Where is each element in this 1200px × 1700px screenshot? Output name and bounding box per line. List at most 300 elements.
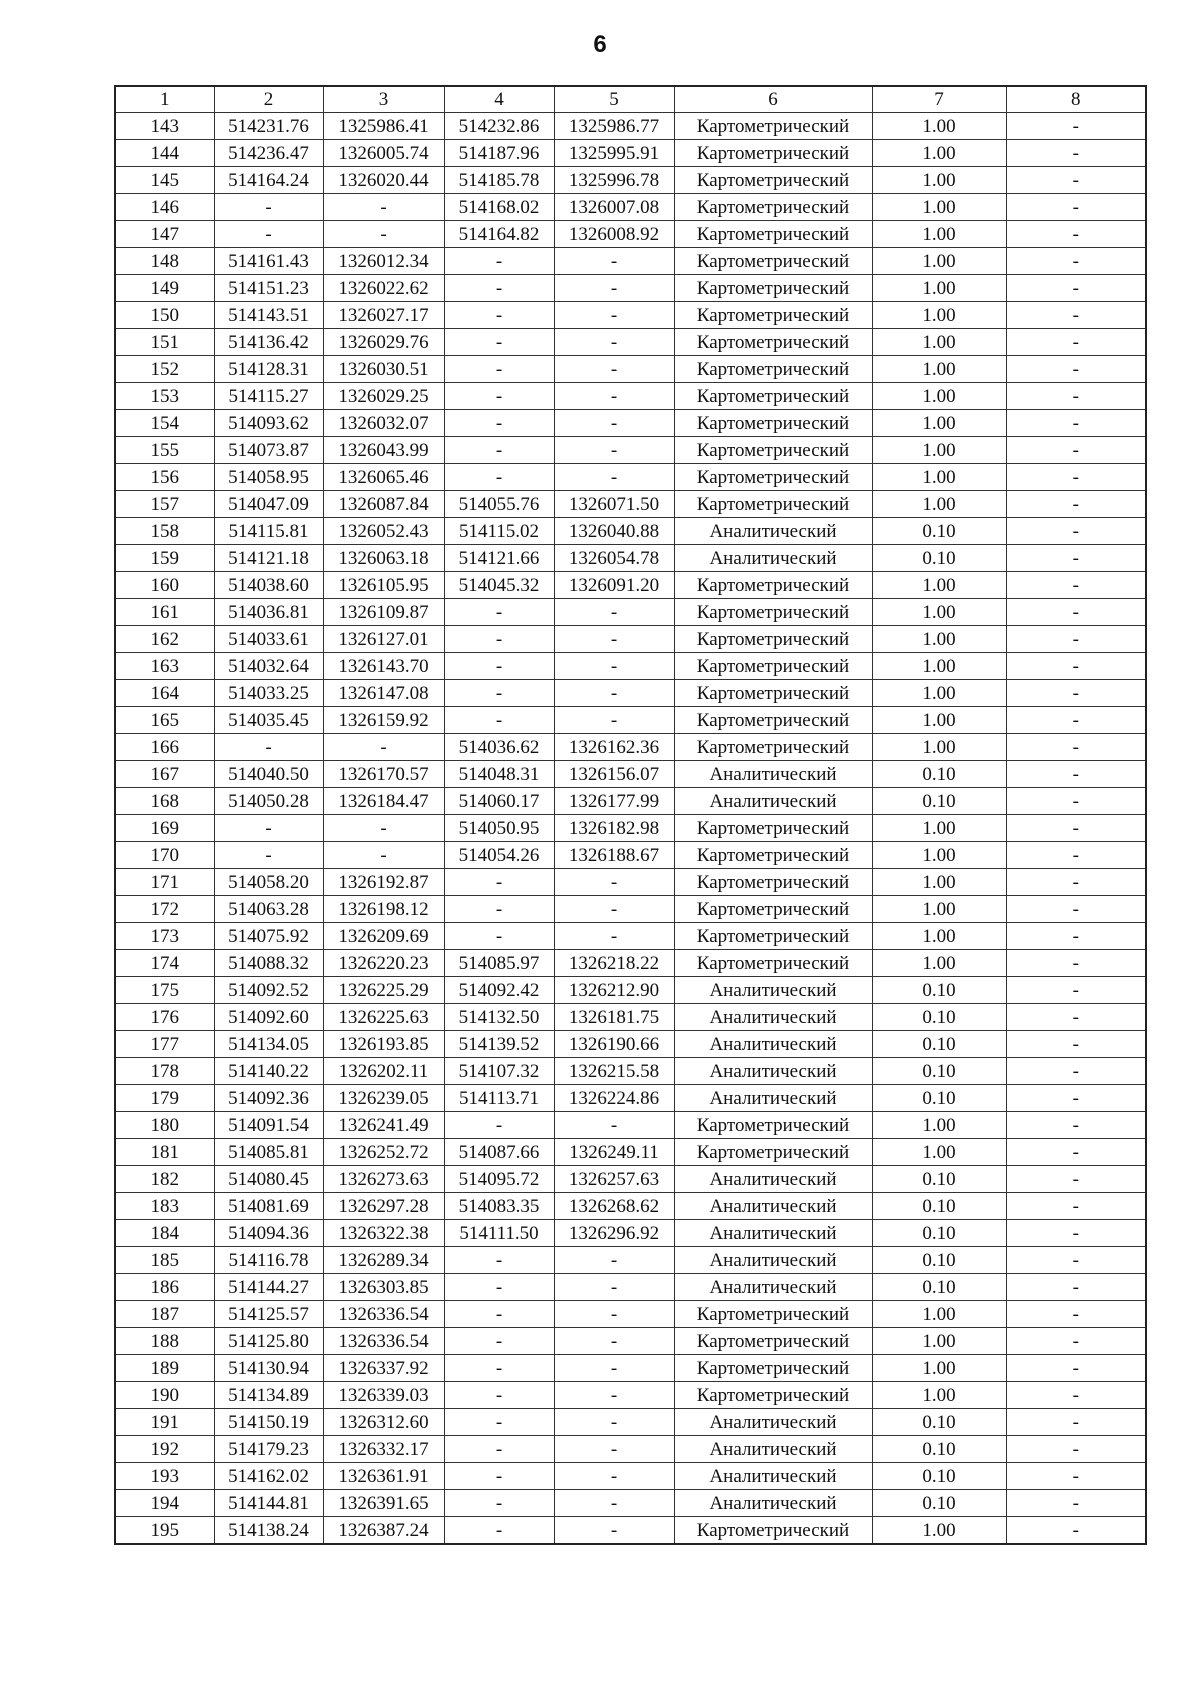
table-cell: Аналитический: [674, 1058, 872, 1085]
table-row: [115, 950, 1146, 977]
table-cell: 514033.61: [214, 626, 323, 653]
table-cell: -: [1006, 977, 1146, 1004]
table-row: [115, 653, 1146, 680]
table-row: [115, 1058, 1146, 1085]
table-cell: 1.00: [872, 869, 1006, 896]
column-header: 2: [214, 86, 323, 113]
table-cell: -: [444, 599, 554, 626]
table-cell: 179: [115, 1085, 214, 1112]
table-cell: 186: [115, 1274, 214, 1301]
table-cell: Картометрический: [674, 329, 872, 356]
table-cell: -: [1006, 707, 1146, 734]
table-cell: 514144.81: [214, 1490, 323, 1517]
table-cell: Картометрический: [674, 302, 872, 329]
table-cell: 147: [115, 221, 214, 248]
table-cell: Картометрический: [674, 410, 872, 437]
table-cell: Аналитический: [674, 1409, 872, 1436]
table-cell: -: [1006, 437, 1146, 464]
table-cell: 1.00: [872, 356, 1006, 383]
table-cell: 160: [115, 572, 214, 599]
table-cell: 1326109.87: [323, 599, 444, 626]
table-cell: Картометрический: [674, 734, 872, 761]
table-cell: 514092.36: [214, 1085, 323, 1112]
table-cell: 170: [115, 842, 214, 869]
table-row: [115, 437, 1146, 464]
table-cell: -: [1006, 1301, 1146, 1328]
table-cell: 1326105.95: [323, 572, 444, 599]
table-row: [115, 113, 1146, 140]
table-cell: -: [444, 1274, 554, 1301]
table-row: [115, 140, 1146, 167]
table-cell: 155: [115, 437, 214, 464]
table-cell: 1326020.44: [323, 167, 444, 194]
table-cell: Картометрический: [674, 1382, 872, 1409]
table-cell: 514161.43: [214, 248, 323, 275]
table-cell: 1326190.66: [554, 1031, 674, 1058]
table-cell: 1.00: [872, 1328, 1006, 1355]
table-cell: -: [1006, 734, 1146, 761]
table-cell: -: [1006, 464, 1146, 491]
table-cell: Аналитический: [674, 1085, 872, 1112]
table-cell: 0.10: [872, 1220, 1006, 1247]
table-cell: -: [1006, 1328, 1146, 1355]
table-cell: 514140.22: [214, 1058, 323, 1085]
table-cell: 1326252.72: [323, 1139, 444, 1166]
table-cell: 0.10: [872, 1166, 1006, 1193]
table-cell: 514121.66: [444, 545, 554, 572]
table-cell: 514134.05: [214, 1031, 323, 1058]
table-cell: 514036.81: [214, 599, 323, 626]
table-cell: 1326312.60: [323, 1409, 444, 1436]
table-cell: -: [554, 1328, 674, 1355]
table-cell: 174: [115, 950, 214, 977]
table-row: [115, 329, 1146, 356]
table-cell: Картометрический: [674, 842, 872, 869]
table-cell: 143: [115, 113, 214, 140]
table-cell: -: [1006, 815, 1146, 842]
table-row: [115, 302, 1146, 329]
table-row: [115, 842, 1146, 869]
table-cell: 514087.66: [444, 1139, 554, 1166]
table-cell: -: [1006, 302, 1146, 329]
table-cell: Картометрический: [674, 950, 872, 977]
table-cell: Картометрический: [674, 383, 872, 410]
table-cell: 152: [115, 356, 214, 383]
table-cell: -: [554, 653, 674, 680]
table-cell: -: [1006, 167, 1146, 194]
table-cell: 172: [115, 896, 214, 923]
table-cell: Аналитический: [674, 1220, 872, 1247]
table-cell: 173: [115, 923, 214, 950]
table-cell: -: [1006, 545, 1146, 572]
header-row: [115, 86, 1146, 113]
table-cell: 1326008.92: [554, 221, 674, 248]
table-cell: -: [1006, 113, 1146, 140]
table-cell: Аналитический: [674, 1166, 872, 1193]
table-cell: -: [444, 1301, 554, 1328]
table-cell: Картометрический: [674, 356, 872, 383]
table-cell: 514055.76: [444, 491, 554, 518]
table-cell: 1326007.08: [554, 194, 674, 221]
table-cell: -: [554, 302, 674, 329]
table-cell: 0.10: [872, 1490, 1006, 1517]
table-cell: 145: [115, 167, 214, 194]
table-cell: 514138.24: [214, 1517, 323, 1545]
table-cell: -: [554, 383, 674, 410]
table-row: [115, 896, 1146, 923]
table-cell: Картометрический: [674, 194, 872, 221]
table-cell: 1326225.29: [323, 977, 444, 1004]
table-cell: 1.00: [872, 167, 1006, 194]
table-cell: Картометрический: [674, 1301, 872, 1328]
table-cell: Аналитический: [674, 1463, 872, 1490]
table-cell: -: [1006, 221, 1146, 248]
table-row: [115, 410, 1146, 437]
table-cell: -: [554, 410, 674, 437]
table-cell: 190: [115, 1382, 214, 1409]
table-cell: -: [554, 599, 674, 626]
table-row: [115, 1328, 1146, 1355]
table-cell: 168: [115, 788, 214, 815]
table-cell: Картометрический: [674, 1355, 872, 1382]
table-cell: 176: [115, 1004, 214, 1031]
table-cell: 514054.26: [444, 842, 554, 869]
table-cell: 1325996.78: [554, 167, 674, 194]
table-row: [115, 923, 1146, 950]
table-cell: Картометрический: [674, 680, 872, 707]
table-cell: Картометрический: [674, 464, 872, 491]
table-cell: Картометрический: [674, 113, 872, 140]
table-cell: 514080.45: [214, 1166, 323, 1193]
table-cell: 0.10: [872, 761, 1006, 788]
table-row: [115, 761, 1146, 788]
table-cell: 1326202.11: [323, 1058, 444, 1085]
table-cell: Картометрический: [674, 896, 872, 923]
table-cell: 184: [115, 1220, 214, 1247]
table-row: [115, 1004, 1146, 1031]
table-cell: 514144.27: [214, 1274, 323, 1301]
table-cell: 1326241.49: [323, 1112, 444, 1139]
table-cell: 193: [115, 1463, 214, 1490]
table-cell: 514038.60: [214, 572, 323, 599]
table-cell: 514035.45: [214, 707, 323, 734]
column-header: 5: [554, 86, 674, 113]
table-cell: -: [444, 680, 554, 707]
table-cell: 189: [115, 1355, 214, 1382]
table-cell: -: [323, 815, 444, 842]
table-cell: 163: [115, 653, 214, 680]
table-cell: -: [1006, 248, 1146, 275]
table-cell: 180: [115, 1112, 214, 1139]
table-cell: 514040.50: [214, 761, 323, 788]
table-cell: -: [1006, 896, 1146, 923]
table-cell: 185: [115, 1247, 214, 1274]
table-cell: 514045.32: [444, 572, 554, 599]
table-header: [115, 86, 1146, 113]
table-row: [115, 545, 1146, 572]
table-cell: 1326188.67: [554, 842, 674, 869]
table-cell: -: [214, 815, 323, 842]
table-cell: 192: [115, 1436, 214, 1463]
table-cell: 0.10: [872, 1436, 1006, 1463]
table-cell: Аналитический: [674, 1247, 872, 1274]
table-cell: 514092.60: [214, 1004, 323, 1031]
table-cell: 1326022.62: [323, 275, 444, 302]
table-cell: -: [1006, 410, 1146, 437]
table-cell: -: [444, 896, 554, 923]
table-cell: 514150.19: [214, 1409, 323, 1436]
table-row: [115, 356, 1146, 383]
table-cell: -: [1006, 1058, 1146, 1085]
table-cell: 514048.31: [444, 761, 554, 788]
table-cell: -: [214, 194, 323, 221]
table-row: [115, 167, 1146, 194]
table-cell: 161: [115, 599, 214, 626]
page-number: 6: [593, 31, 607, 58]
table-cell: 514187.96: [444, 140, 554, 167]
table-cell: 162: [115, 626, 214, 653]
table-cell: -: [1006, 1274, 1146, 1301]
table-row: [115, 383, 1146, 410]
table-cell: -: [1006, 1193, 1146, 1220]
table-cell: -: [1006, 599, 1146, 626]
table-cell: 148: [115, 248, 214, 275]
table-cell: -: [444, 1409, 554, 1436]
table-cell: 1326162.36: [554, 734, 674, 761]
table-cell: -: [554, 1436, 674, 1463]
table-cell: 183: [115, 1193, 214, 1220]
table-cell: 1.00: [872, 896, 1006, 923]
table-row: [115, 1274, 1146, 1301]
table-cell: -: [554, 1490, 674, 1517]
table-row: [115, 194, 1146, 221]
table-cell: 1326029.76: [323, 329, 444, 356]
table-cell: -: [444, 923, 554, 950]
table-row: [115, 1463, 1146, 1490]
table-row: [115, 734, 1146, 761]
table-cell: 1.00: [872, 410, 1006, 437]
table-cell: -: [214, 842, 323, 869]
column-header: 1: [115, 86, 214, 113]
table-cell: 1326209.69: [323, 923, 444, 950]
table-cell: 514115.02: [444, 518, 554, 545]
table-cell: -: [444, 383, 554, 410]
table-row: [115, 1301, 1146, 1328]
table-cell: -: [554, 1463, 674, 1490]
table-cell: -: [554, 275, 674, 302]
table-cell: 0.10: [872, 1274, 1006, 1301]
table-cell: 1326029.25: [323, 383, 444, 410]
table-cell: 156: [115, 464, 214, 491]
table-row: [115, 977, 1146, 1004]
table-cell: Картометрический: [674, 572, 872, 599]
table-cell: 1.00: [872, 1112, 1006, 1139]
table-cell: 1326091.20: [554, 572, 674, 599]
table-cell: -: [444, 1328, 554, 1355]
table-cell: 514121.18: [214, 545, 323, 572]
table-cell: 1326184.47: [323, 788, 444, 815]
table-cell: 1325986.41: [323, 113, 444, 140]
table-cell: -: [1006, 626, 1146, 653]
table-cell: -: [554, 869, 674, 896]
table-cell: -: [1006, 1031, 1146, 1058]
table-cell: 1326218.22: [554, 950, 674, 977]
table-cell: 1.00: [872, 572, 1006, 599]
table-cell: -: [1006, 1517, 1146, 1545]
table-cell: 1326239.05: [323, 1085, 444, 1112]
table-cell: 514168.02: [444, 194, 554, 221]
table-cell: 514060.17: [444, 788, 554, 815]
table-cell: 187: [115, 1301, 214, 1328]
table-cell: -: [554, 464, 674, 491]
table-cell: Аналитический: [674, 1031, 872, 1058]
table-cell: -: [214, 221, 323, 248]
table-cell: 514236.47: [214, 140, 323, 167]
table-cell: 1.00: [872, 194, 1006, 221]
table-cell: -: [444, 302, 554, 329]
table-cell: 1.00: [872, 950, 1006, 977]
table-cell: 1326192.87: [323, 869, 444, 896]
table-cell: 1.00: [872, 1382, 1006, 1409]
table-cell: 1326361.91: [323, 1463, 444, 1490]
table-cell: -: [1006, 1436, 1146, 1463]
table-cell: 1326071.50: [554, 491, 674, 518]
table-cell: 0.10: [872, 1085, 1006, 1112]
table-cell: -: [1006, 518, 1146, 545]
table-cell: -: [1006, 572, 1146, 599]
table-cell: 514083.35: [444, 1193, 554, 1220]
table-cell: -: [1006, 923, 1146, 950]
table-cell: 181: [115, 1139, 214, 1166]
table-cell: -: [1006, 653, 1146, 680]
table-cell: -: [554, 1247, 674, 1274]
table-cell: -: [554, 1517, 674, 1545]
coordinates-table: [114, 85, 1147, 1545]
table-cell: -: [554, 437, 674, 464]
table-row: [115, 815, 1146, 842]
table-cell: 1.00: [872, 383, 1006, 410]
table-cell: -: [1006, 356, 1146, 383]
table-cell: Картометрический: [674, 869, 872, 896]
table-cell: -: [1006, 1139, 1146, 1166]
table-cell: 1326177.99: [554, 788, 674, 815]
table-cell: -: [1006, 1220, 1146, 1247]
table-cell: -: [554, 1382, 674, 1409]
table-cell: -: [1006, 1112, 1146, 1139]
column-header: 4: [444, 86, 554, 113]
table-cell: 514094.36: [214, 1220, 323, 1247]
table-cell: Аналитический: [674, 761, 872, 788]
table-cell: 514092.52: [214, 977, 323, 1004]
table-cell: 151: [115, 329, 214, 356]
table-cell: -: [444, 1247, 554, 1274]
column-header: 6: [674, 86, 872, 113]
table-cell: -: [554, 707, 674, 734]
table-cell: Картометрический: [674, 437, 872, 464]
table-cell: 1.00: [872, 653, 1006, 680]
table-cell: 514162.02: [214, 1463, 323, 1490]
table-cell: 514116.78: [214, 1247, 323, 1274]
table-cell: -: [554, 1301, 674, 1328]
table-cell: 1.00: [872, 1301, 1006, 1328]
table-cell: 165: [115, 707, 214, 734]
table-cell: Картометрический: [674, 626, 872, 653]
table-cell: 514092.42: [444, 977, 554, 1004]
table-cell: 514050.95: [444, 815, 554, 842]
table-cell: Аналитический: [674, 788, 872, 815]
table-cell: 1.00: [872, 113, 1006, 140]
table-row: [115, 1382, 1146, 1409]
table-cell: 166: [115, 734, 214, 761]
table-cell: -: [444, 707, 554, 734]
table-cell: 1325995.91: [554, 140, 674, 167]
table-cell: 1.00: [872, 734, 1006, 761]
table-row: [115, 491, 1146, 518]
table-cell: 514093.62: [214, 410, 323, 437]
table-cell: 1326087.84: [323, 491, 444, 518]
table-cell: -: [444, 356, 554, 383]
table-cell: -: [1006, 869, 1146, 896]
table-cell: 514036.62: [444, 734, 554, 761]
table-cell: 1.00: [872, 491, 1006, 518]
table-cell: 178: [115, 1058, 214, 1085]
table-cell: -: [554, 329, 674, 356]
table-cell: 1326297.28: [323, 1193, 444, 1220]
table-cell: -: [1006, 383, 1146, 410]
table-cell: -: [554, 356, 674, 383]
table-cell: Картометрический: [674, 707, 872, 734]
table-cell: -: [323, 842, 444, 869]
table-cell: 1326339.03: [323, 1382, 444, 1409]
table-cell: 514095.72: [444, 1166, 554, 1193]
table-cell: 1.00: [872, 248, 1006, 275]
table-cell: -: [1006, 1490, 1146, 1517]
table-cell: 1326257.63: [554, 1166, 674, 1193]
table-cell: 1326005.74: [323, 140, 444, 167]
table-cell: 1326198.12: [323, 896, 444, 923]
table-row: [115, 599, 1146, 626]
table-cell: 1326043.99: [323, 437, 444, 464]
table-cell: 1326065.46: [323, 464, 444, 491]
table-cell: 1.00: [872, 1139, 1006, 1166]
table-cell: 0.10: [872, 1031, 1006, 1058]
table-cell: 1.00: [872, 626, 1006, 653]
table-cell: 514132.50: [444, 1004, 554, 1031]
table-cell: 1326332.17: [323, 1436, 444, 1463]
table-cell: 157: [115, 491, 214, 518]
table-cell: 1.00: [872, 842, 1006, 869]
table-cell: -: [554, 1112, 674, 1139]
table-cell: 1.00: [872, 140, 1006, 167]
table-cell: -: [444, 464, 554, 491]
table-cell: 1326212.90: [554, 977, 674, 1004]
table-cell: 1326273.63: [323, 1166, 444, 1193]
table-row: [115, 1085, 1146, 1112]
table-cell: 1326225.63: [323, 1004, 444, 1031]
table-cell: 514185.78: [444, 167, 554, 194]
table-cell: 514139.52: [444, 1031, 554, 1058]
table-cell: -: [444, 275, 554, 302]
table-cell: 1326032.07: [323, 410, 444, 437]
table-cell: 1.00: [872, 923, 1006, 950]
table-cell: -: [1006, 275, 1146, 302]
table-row: [115, 464, 1146, 491]
table-cell: 1326268.62: [554, 1193, 674, 1220]
table-cell: 514115.27: [214, 383, 323, 410]
table-cell: -: [444, 248, 554, 275]
table-cell: 1325986.77: [554, 113, 674, 140]
table-cell: -: [444, 1490, 554, 1517]
